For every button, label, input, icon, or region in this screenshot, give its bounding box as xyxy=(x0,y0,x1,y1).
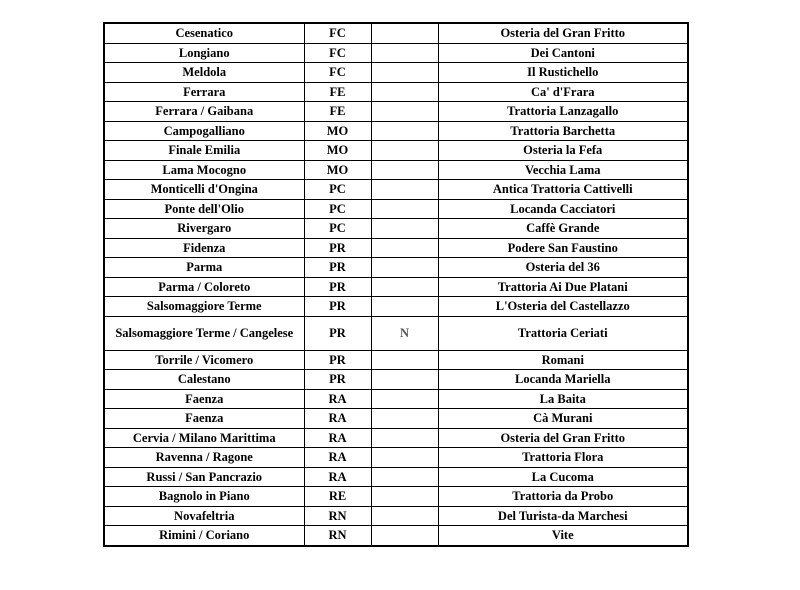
town-cell: Parma / Coloreto xyxy=(104,277,304,297)
table-row xyxy=(104,43,688,63)
restaurant-cell: Osteria del 36 xyxy=(438,258,688,278)
province-cell: PC xyxy=(304,180,371,200)
mark-cell xyxy=(371,23,438,43)
restaurant-cell: Osteria la Fefa xyxy=(438,141,688,161)
mark-cell: N xyxy=(371,316,438,350)
table-row xyxy=(104,297,688,317)
restaurant-cell: Trattoria Barchetta xyxy=(438,121,688,141)
province-cell: MO xyxy=(304,141,371,161)
mark-cell xyxy=(371,389,438,409)
town-cell: Bagnolo in Piano xyxy=(104,487,304,507)
town-cell: Cervia / Milano Marittima xyxy=(104,428,304,448)
mark-cell xyxy=(371,467,438,487)
restaurant-cell: Cà Murani xyxy=(438,409,688,429)
town-cell: Ferrara xyxy=(104,82,304,102)
restaurant-cell: La Baita xyxy=(438,389,688,409)
mark-cell xyxy=(371,350,438,370)
mark-cell xyxy=(371,277,438,297)
mark-cell xyxy=(371,487,438,507)
province-cell: RA xyxy=(304,428,371,448)
table-row xyxy=(104,63,688,83)
town-cell: Finale Emilia xyxy=(104,141,304,161)
province-cell: RA xyxy=(304,409,371,429)
restaurant-cell: Osteria del Gran Fritto xyxy=(438,428,688,448)
table-row xyxy=(104,409,688,429)
mark-cell xyxy=(371,258,438,278)
mark-cell xyxy=(371,82,438,102)
province-cell: RA xyxy=(304,448,371,468)
town-cell: Lama Mocogno xyxy=(104,160,304,180)
mark-cell xyxy=(371,102,438,122)
province-cell: FC xyxy=(304,43,371,63)
town-cell: Torrile / Vicomero xyxy=(104,350,304,370)
table-row xyxy=(104,141,688,161)
mark-cell xyxy=(371,180,438,200)
table-row xyxy=(104,277,688,297)
restaurant-cell: Ca' d'Frara xyxy=(438,82,688,102)
town-cell: Cesenatico xyxy=(104,23,304,43)
province-cell: RE xyxy=(304,487,371,507)
mark-cell xyxy=(371,238,438,258)
restaurant-cell: Trattoria Lanzagallo xyxy=(438,102,688,122)
province-cell: PR xyxy=(304,258,371,278)
town-cell: Ponte dell'Olio xyxy=(104,199,304,219)
restaurant-cell: Caffè Grande xyxy=(438,219,688,239)
province-cell: PR xyxy=(304,238,371,258)
table-row xyxy=(104,467,688,487)
province-cell: FE xyxy=(304,102,371,122)
restaurant-cell: Trattoria Flora xyxy=(438,448,688,468)
mark-cell xyxy=(371,409,438,429)
province-cell: FC xyxy=(304,23,371,43)
province-cell: RN xyxy=(304,526,371,546)
restaurant-cell: Romani xyxy=(438,350,688,370)
restaurant-cell: La Cucoma xyxy=(438,467,688,487)
mark-cell xyxy=(371,199,438,219)
table-row xyxy=(104,350,688,370)
province-cell: FC xyxy=(304,63,371,83)
mark-cell xyxy=(371,297,438,317)
province-cell: RA xyxy=(304,467,371,487)
table-row xyxy=(104,487,688,507)
town-cell: Ferrara / Gaibana xyxy=(104,102,304,122)
restaurant-cell: Il Rustichello xyxy=(438,63,688,83)
town-cell: Faenza xyxy=(104,389,304,409)
town-cell: Campogalliano xyxy=(104,121,304,141)
restaurant-cell: Trattoria Ai Due Platani xyxy=(438,277,688,297)
table-row xyxy=(104,389,688,409)
province-cell: FE xyxy=(304,82,371,102)
town-cell: Parma xyxy=(104,258,304,278)
table-row xyxy=(104,258,688,278)
restaurant-table-body xyxy=(104,23,688,546)
province-cell: PR xyxy=(304,316,371,350)
province-cell: PR xyxy=(304,297,371,317)
restaurant-cell: Locanda Mariella xyxy=(438,370,688,390)
table-row xyxy=(104,121,688,141)
mark-cell xyxy=(371,43,438,63)
town-cell: Faenza xyxy=(104,409,304,429)
town-cell: Fidenza xyxy=(104,238,304,258)
table-row xyxy=(104,23,688,43)
province-cell: RA xyxy=(304,389,371,409)
restaurant-table xyxy=(103,22,689,547)
town-cell: Russi / San Pancrazio xyxy=(104,467,304,487)
restaurant-cell: Vecchia Lama xyxy=(438,160,688,180)
table-row xyxy=(104,102,688,122)
mark-cell xyxy=(371,121,438,141)
table-row xyxy=(104,160,688,180)
mark-cell xyxy=(371,526,438,546)
restaurant-cell: Trattoria Ceriati xyxy=(438,316,688,350)
town-cell: Rivergaro xyxy=(104,219,304,239)
town-cell: Salsomaggiore Terme / Cangelese xyxy=(104,316,304,350)
table-row xyxy=(104,82,688,102)
table-row xyxy=(104,448,688,468)
mark-cell xyxy=(371,506,438,526)
restaurant-cell: Podere San Faustino xyxy=(438,238,688,258)
town-cell: Calestano xyxy=(104,370,304,390)
province-cell: PR xyxy=(304,277,371,297)
province-cell: PC xyxy=(304,199,371,219)
table-row xyxy=(104,428,688,448)
table-row xyxy=(104,199,688,219)
restaurant-cell: Osteria del Gran Fritto xyxy=(438,23,688,43)
province-cell: PR xyxy=(304,370,371,390)
mark-cell xyxy=(371,63,438,83)
province-cell: MO xyxy=(304,121,371,141)
restaurant-cell: Locanda Cacciatori xyxy=(438,199,688,219)
province-cell: PC xyxy=(304,219,371,239)
town-cell: Rimini / Coriano xyxy=(104,526,304,546)
mark-cell xyxy=(371,370,438,390)
table-row xyxy=(104,526,688,546)
mark-cell xyxy=(371,219,438,239)
table-row xyxy=(104,316,688,350)
table-row xyxy=(104,370,688,390)
province-cell: MO xyxy=(304,160,371,180)
restaurant-cell: Vite xyxy=(438,526,688,546)
table-row xyxy=(104,506,688,526)
mark-cell xyxy=(371,428,438,448)
town-cell: Longiano xyxy=(104,43,304,63)
restaurant-cell: Del Turista-da Marchesi xyxy=(438,506,688,526)
restaurant-cell: Trattoria da Probo xyxy=(438,487,688,507)
town-cell: Salsomaggiore Terme xyxy=(104,297,304,317)
town-cell: Novafeltria xyxy=(104,506,304,526)
province-cell: RN xyxy=(304,506,371,526)
restaurant-cell: L'Osteria del Castellazzo xyxy=(438,297,688,317)
table-row xyxy=(104,219,688,239)
restaurant-cell: Antica Trattoria Cattivelli xyxy=(438,180,688,200)
town-cell: Meldola xyxy=(104,63,304,83)
table-row xyxy=(104,180,688,200)
province-cell: PR xyxy=(304,350,371,370)
mark-cell xyxy=(371,160,438,180)
restaurant-cell: Dei Cantoni xyxy=(438,43,688,63)
table-row xyxy=(104,238,688,258)
town-cell: Ravenna / Ragone xyxy=(104,448,304,468)
town-cell: Monticelli d'Ongina xyxy=(104,180,304,200)
mark-cell xyxy=(371,448,438,468)
mark-cell xyxy=(371,141,438,161)
